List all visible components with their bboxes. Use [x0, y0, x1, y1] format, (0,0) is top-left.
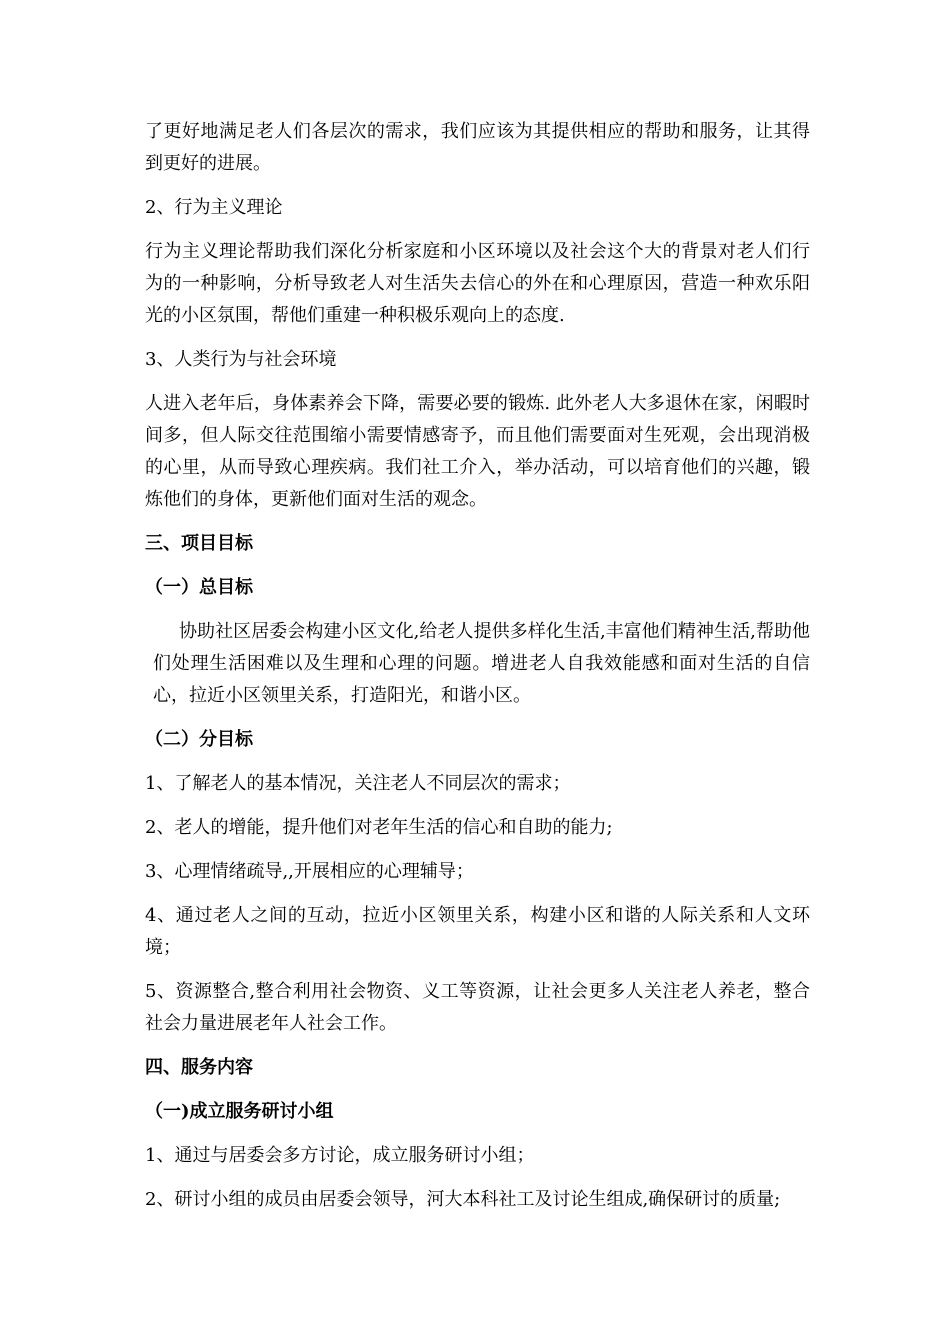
list-item-goal-5: 5、资源整合,整合利用社会物资、义工等资源，让社会更多人关注老人养老，整合社会力量进展老年人社会工作。 — [145, 981, 810, 1034]
list-item-service-1: 1、通过与居委会多方讨论，成立服务研讨小组； — [145, 1145, 535, 1166]
list-item-goal-4: 4、通过老人之间的互动，拉近小区领里关系，构建小区和谐的人际关系和人文环境； — [145, 905, 810, 958]
document-body — [145, 116, 810, 1228]
list-item-goal-2: 2、老人的增能，提升他们对老年生活的信心和自助的能力; — [145, 817, 613, 838]
list-item-goal-1: 1、了解老人的基本情况，关注老人不同层次的需求； — [145, 773, 571, 794]
paragraph-overall-goal: 协助社区居委会构建小区文化,给老人提供多样化生活,丰富他们精神生活,帮助他们处理生活困难以及生理和心理的问题。增进老人自我效能感和面对生活的自信心，拉近小区领里关系，打造阳光，和谐小区。 — [153, 621, 810, 706]
item-human-behavior: 3、人类行为与社会环境 — [145, 349, 337, 370]
subheading-overall-goal: （一）总目标 — [145, 577, 253, 598]
item-behaviorism: 2、行为主义理论 — [145, 197, 283, 218]
paragraph-intro-continuation: 了更好地满足老人们各层次的需求，我们应该为其提供相应的帮助和服务，让其得到更好的进展。 — [145, 121, 810, 174]
list-item-service-2: 2、研讨小组的成员由居委会领导，河大本科社工及讨论生组成,确保研讨的质量; — [145, 1189, 781, 1210]
subheading-research-group: （一)成立服务研讨小组 — [145, 1101, 334, 1122]
list-item-goal-3: 3、心理情绪疏导,,开展相应的心理辅导； — [145, 861, 474, 882]
paragraph-human-behavior: 人进入老年后，身体素养会下降，需要必要的锻炼. 此外老人大多退休在家，闲暇时间多，但人际交往范围缩小需要情感寄予，而且他们需要面对生死观，会出现消极的心里，从而导致心理疾病。我们社工介入，举办活动，可以培育他们的兴趣，锻炼他们的身体，更新他们面对生活的观念。 — [145, 393, 810, 510]
section-heading-project-goals: 三、项目目标 — [145, 533, 253, 554]
paragraph-behaviorism: 行为主义理论帮助我们深化分析家庭和小区环境以及社会这个大的背景对老人们行为的一种影响，分析导致老人对生活失去信心的外在和心理原因，营造一种欢乐阳光的小区氛围，帮他们重建一种积极乐观向上的态度. — [145, 241, 810, 326]
section-heading-service-content: 四、服务内容 — [145, 1057, 253, 1078]
subheading-sub-goals: （二）分目标 — [145, 729, 253, 750]
